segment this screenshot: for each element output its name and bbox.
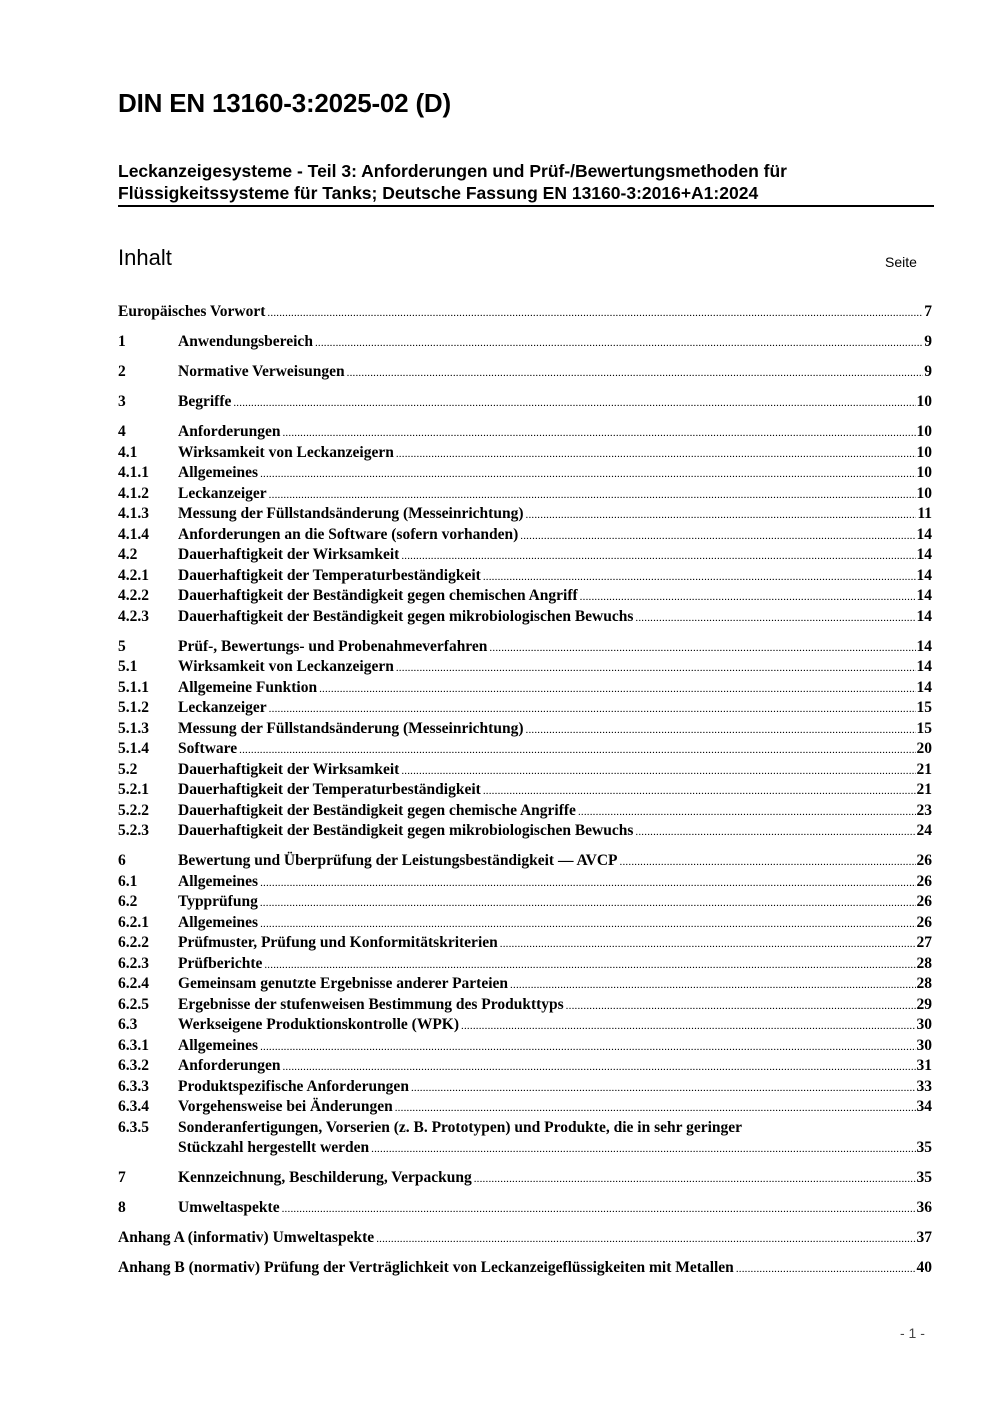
toc-entry-title: Wirksamkeit von Leckanzeigern [178,658,394,675]
toc-entry-page: 23 [916,801,932,819]
toc-leader-dots [269,485,916,506]
toc-entry-title: Dauerhaftigkeit der Beständigkeit gegen chemischen Angriff [178,587,578,604]
toc-heading: Inhalt [118,245,172,270]
toc-entry-title: Dauerhaftigkeit der Wirksamkeit [178,760,400,778]
toc-entry-title: Prüf-, Bewertungs- und Probenahmeverfahren [178,637,488,655]
toc-entry[interactable] [118,586,932,607]
toc-leader-dots [260,873,915,894]
toc-entry-continuation[interactable] [118,1138,932,1159]
toc-entry-title: Dauerhaftigkeit der Beständigkeit gegen mikrobiologischen Bewuchs [178,607,634,625]
toc-entry-title: Begriffe [178,393,232,410]
toc-entry[interactable] [118,566,932,587]
toc-entry-number: 6.3.2 [118,1057,149,1074]
toc-entry-title: Kennzeichnung, Beschilderung, Verpackung [178,1169,472,1186]
toc-entry-title: Vorgehensweise bei Änderungen [178,1098,393,1115]
toc-leader-dots [620,852,916,873]
table-of-contents [118,300,932,1279]
toc-entry[interactable] [118,1056,932,1077]
toc-entry-title: Gemeinsam genutzte Ergebnisse anderer Parteien [178,975,509,992]
toc-entry[interactable] [118,739,932,760]
toc-leader-dots [282,1199,916,1220]
toc-entry-page: 10 [916,464,932,481]
toc-leader-dots [411,1078,916,1099]
toc-entry[interactable] [118,504,932,525]
toc-entry-title: Ergebnisse der stufenweisen Bestimmung des Produkttyps [178,995,564,1013]
toc-entry-number: 4.2.2 [118,587,149,604]
toc-entry-page: 26 [916,872,932,890]
toc-entry-page: 26 [916,913,932,931]
toc-leader-dots [260,464,915,485]
toc-entry-page: 35 [916,1169,932,1186]
toc-entry[interactable] [118,913,932,934]
toc-entry[interactable] [118,1015,932,1036]
toc-entry-number: 4.1.1 [118,464,149,481]
toc-entry-page: 14 [916,566,932,584]
toc-leader-dots [526,720,916,741]
toc-entry-page: 28 [916,975,932,992]
toc-entry[interactable] [118,302,932,323]
toc-entry[interactable] [118,698,932,719]
toc-entry[interactable] [118,1258,932,1279]
toc-entry-number: 6.3 [118,1016,138,1033]
toc-entry-number: 6.3.5 [118,1118,149,1136]
toc-entry-title: Messung der Füllstandsänderung (Messeinrichtung) [178,719,524,737]
toc-leader-dots [315,333,923,354]
toc-entry-page: 10 [916,423,932,440]
toc-leader-dots [282,423,915,444]
toc-entry-page: 14 [916,658,932,675]
toc-leader-dots [635,608,915,629]
toc-entry-page: 20 [916,740,932,757]
toc-leader-dots [371,1139,915,1160]
toc-entry-number: 5.1 [118,658,138,675]
toc-entry[interactable] [118,1118,932,1139]
toc-entry-title: Typprüfung [178,893,258,910]
toc-entry-number: 6.2.1 [118,913,149,931]
toc-leader-dots [396,658,916,679]
toc-entry[interactable] [118,332,932,353]
toc-entry-number: 5.2.1 [118,781,149,798]
toc-entry-title: Messung der Füllstandsänderung (Messeinrichtung) [178,505,524,522]
toc-leader-dots [578,802,916,823]
toc-entry[interactable] [118,422,932,443]
toc-entry-number: 6 [118,852,126,869]
toc-entry[interactable] [118,607,932,628]
toc-entry-number: 6.2.3 [118,954,149,972]
toc-entry-number: 4 [118,423,126,440]
toc-entry-page: 37 [916,1229,932,1246]
toc-entry-title: Leckanzeiger [178,699,267,716]
toc-entry-page: 26 [916,852,932,869]
toc-entry-number: 5.1.1 [118,678,149,696]
toc-entry-page: 26 [916,893,932,910]
toc-entry-title: Allgemeines [178,913,259,931]
toc-entry[interactable] [118,1077,932,1098]
toc-leader-dots [489,638,915,659]
toc-entry-page: 14 [916,546,932,563]
toc-entry-title: Allgemeines [178,872,259,890]
toc-entry[interactable] [118,954,932,975]
toc-entry-number: 5.1.4 [118,740,149,757]
toc-entry-page: 7 [924,303,932,320]
toc-entry-number: 1 [118,333,126,350]
toc-entry-title: Bewertung und Überprüfung der Leistungsbeständigkeit — AVCP [178,852,618,869]
toc-entry-page: 14 [916,607,932,625]
toc-entry-title: Anwendungsbereich [178,333,313,350]
toc-entry-title: Anforderungen an die Software (sofern vorhanden) [178,525,519,543]
toc-entry[interactable] [118,678,932,699]
document-subtitle [118,160,934,207]
toc-leader-dots [520,526,915,547]
toc-entry[interactable] [118,933,932,954]
toc-entry-page: 14 [916,637,932,655]
toc-leader-dots [395,1098,916,1119]
toc-entry-title: Allgemeines [178,464,259,481]
toc-entry[interactable] [118,443,932,464]
toc-leader-dots [500,934,916,955]
toc-entry-page: 28 [916,954,932,972]
toc-leader-dots [260,1037,915,1058]
toc-leader-dots [239,740,915,761]
toc-entry-page: 14 [916,587,932,604]
toc-entry-page: 30 [916,1036,932,1054]
toc-entry[interactable] [118,1036,932,1057]
toc-entry-title: Normative Verweisungen [178,363,345,380]
toc-entry-number: 6.1 [118,872,138,890]
toc-entry-number: 6.3.3 [118,1077,149,1095]
toc-leader-dots [401,761,915,782]
toc-entry-page: 31 [916,1057,932,1074]
toc-entry[interactable] [118,872,932,893]
toc-entry[interactable] [118,892,932,913]
toc-leader-dots [736,1259,916,1280]
toc-entry-page: 36 [916,1199,932,1216]
toc-entry[interactable] [118,1097,932,1118]
toc-entry-page: 24 [916,822,932,839]
toc-leader-dots [396,444,916,465]
toc-entry-title: Prüfberichte [178,954,263,972]
toc-entry-page: 34 [916,1098,932,1115]
toc-entry-number: 5.2 [118,760,138,778]
toc-entry-number: 8 [118,1199,126,1216]
toc-entry-number: 4.1.2 [118,484,149,502]
toc-entry[interactable] [118,545,932,566]
toc-entry-number: 6.2 [118,893,138,910]
toc-leader-dots [635,822,915,843]
toc-entry[interactable] [118,463,932,484]
toc-entry-number: 4.2.3 [118,607,149,625]
toc-entry-page: 10 [916,443,932,461]
toc-entry-page: 11 [917,505,932,522]
toc-leader-dots [347,363,924,384]
toc-leader-dots [233,393,915,414]
toc-leader-dots [269,699,916,720]
toc-entry-number: 5.1.2 [118,699,149,716]
toc-entry-page: 15 [916,699,932,716]
toc-entry-number: 3 [118,393,126,410]
toc-entry-number: 5.2.3 [118,822,149,839]
toc-entry-title: Anhang B (normativ) Prüfung der Verträglichkeit von Leckanzeigeflüssigkeiten mit Metallen [118,1259,734,1276]
toc-page-column-label: Seite [885,254,917,270]
toc-entry-title: Europäisches Vorwort [118,303,266,320]
toc-entry-page: 33 [916,1077,932,1095]
toc-entry-title: Prüfmuster, Prüfung und Konformitätskriterien [178,934,498,951]
toc-entry-page: 35 [916,1139,932,1156]
toc-entry-title: Dauerhaftigkeit der Wirksamkeit [178,546,400,563]
toc-entry[interactable] [118,657,932,678]
toc-entry-number: 4.1.3 [118,505,149,522]
toc-leader-dots [376,1229,915,1250]
toc-leader-dots [260,893,916,914]
toc-entry-number: 4.1.4 [118,525,149,543]
toc-leader-dots [401,546,915,567]
toc-entry-number: 4.1 [118,443,138,461]
toc-entry-page: 9 [924,333,932,350]
toc-entry-title: Leckanzeiger [178,484,267,502]
toc-entry-title: Allgemeines [178,1036,259,1054]
toc-entry[interactable] [118,392,932,413]
document-id: DIN EN 13160-3:2025-02 (D) [118,88,451,118]
toc-entry-title: Software [178,740,238,757]
toc-entry[interactable] [118,637,932,658]
subtitle-line-1: Leckanzeigesysteme - Teil 3: Anforderungen und Prüf-/Bewertungsmethoden für [118,161,787,181]
toc-entry-page: 15 [916,719,932,737]
toc-entry-number: 2 [118,363,126,380]
toc-entry-page: 14 [916,678,932,696]
toc-leader-dots [483,567,916,588]
toc-entry-title: Sonderanfertigungen, Vorserien (z. B. Prototypen) und Produkte, die in sehr geringer [178,1118,743,1136]
toc-entry-title: Werkseigene Produktionskontrolle (WPK) [178,1016,460,1033]
toc-leader-dots [566,996,916,1017]
toc-entry[interactable] [118,362,932,383]
toc-entry-number: 5 [118,637,126,655]
toc-entry-title-cont: Stückzahl hergestellt werden [178,1139,370,1156]
toc-entry-number: 5.1.3 [118,719,149,737]
toc-entry-number: 6.2.4 [118,975,149,992]
toc-entry-number: 4.2.1 [118,566,149,584]
toc-entry-page: 9 [924,363,932,380]
toc-entry-page: 30 [916,1016,932,1033]
toc-leader-dots [510,975,915,996]
toc-entry-page: 14 [916,525,932,543]
toc-leader-dots [282,1057,915,1078]
toc-entry[interactable] [118,801,932,822]
toc-leader-dots [319,679,915,700]
toc-entry[interactable] [118,1228,932,1249]
toc-entry-page: 21 [916,760,932,778]
toc-entry-page: 10 [916,393,932,410]
toc-entry-title: Produktspezifische Anforderungen [178,1077,409,1095]
toc-entry-page: 10 [916,484,932,502]
toc-entry-number: 6.3.1 [118,1036,149,1054]
toc-leader-dots [580,587,916,608]
toc-entry[interactable] [118,525,932,546]
toc-leader-dots [526,505,917,526]
toc-entry-title: Dauerhaftigkeit der Beständigkeit gegen chemische Angriffe [178,801,576,819]
toc-entry-number: 5.2.2 [118,801,149,819]
toc-entry[interactable] [118,780,932,801]
toc-entry-number: 4.2 [118,546,138,563]
toc-entry[interactable] [118,974,932,995]
toc-entry[interactable] [118,719,932,740]
toc-leader-dots [260,914,915,935]
toc-entry[interactable] [118,1198,932,1219]
toc-entry-number: 6.2.5 [118,995,149,1013]
toc-entry-title: Umweltaspekte [178,1199,280,1216]
toc-entry[interactable] [118,484,932,505]
toc-entry-title: Anforderungen [178,1057,281,1074]
toc-entry-page: 27 [916,934,932,951]
toc-entry-page: 40 [916,1259,932,1276]
toc-leader-dots [483,781,916,802]
toc-entry-title: Dauerhaftigkeit der Temperaturbeständigkeit [178,566,481,584]
subtitle-line-2: Flüssigkeitssysteme für Tanks; Deutsche Fassung EN 13160-3:2016+A1:2024 [118,183,759,203]
toc-entry[interactable] [118,821,932,842]
toc-entry-number: 6.2.2 [118,934,149,951]
toc-entry-title: Anhang A (informativ) Umweltaspekte [118,1229,375,1246]
toc-leader-dots [267,303,923,324]
toc-entry-page: 29 [916,995,932,1013]
toc-entry-page: 21 [916,781,932,798]
toc-entry[interactable] [118,760,932,781]
toc-entry-title: Wirksamkeit von Leckanzeigern [178,443,394,461]
toc-entry[interactable] [118,851,932,872]
toc-leader-dots [474,1169,916,1190]
toc-entry-number: 7 [118,1169,126,1186]
toc-entry-title: Anforderungen [178,423,281,440]
toc-entry-title: Dauerhaftigkeit der Temperaturbeständigkeit [178,781,481,798]
toc-entry-title: Allgemeine Funktion [178,678,318,696]
page-number: - 1 - [900,1325,925,1341]
toc-entry-title: Dauerhaftigkeit der Beständigkeit gegen mikrobiologischen Bewuchs [178,822,634,839]
toc-leader-dots [461,1016,915,1037]
toc-leader-dots [264,955,915,976]
toc-entry-number: 6.3.4 [118,1098,149,1115]
toc-entry[interactable] [118,995,932,1016]
toc-entry[interactable] [118,1168,932,1189]
